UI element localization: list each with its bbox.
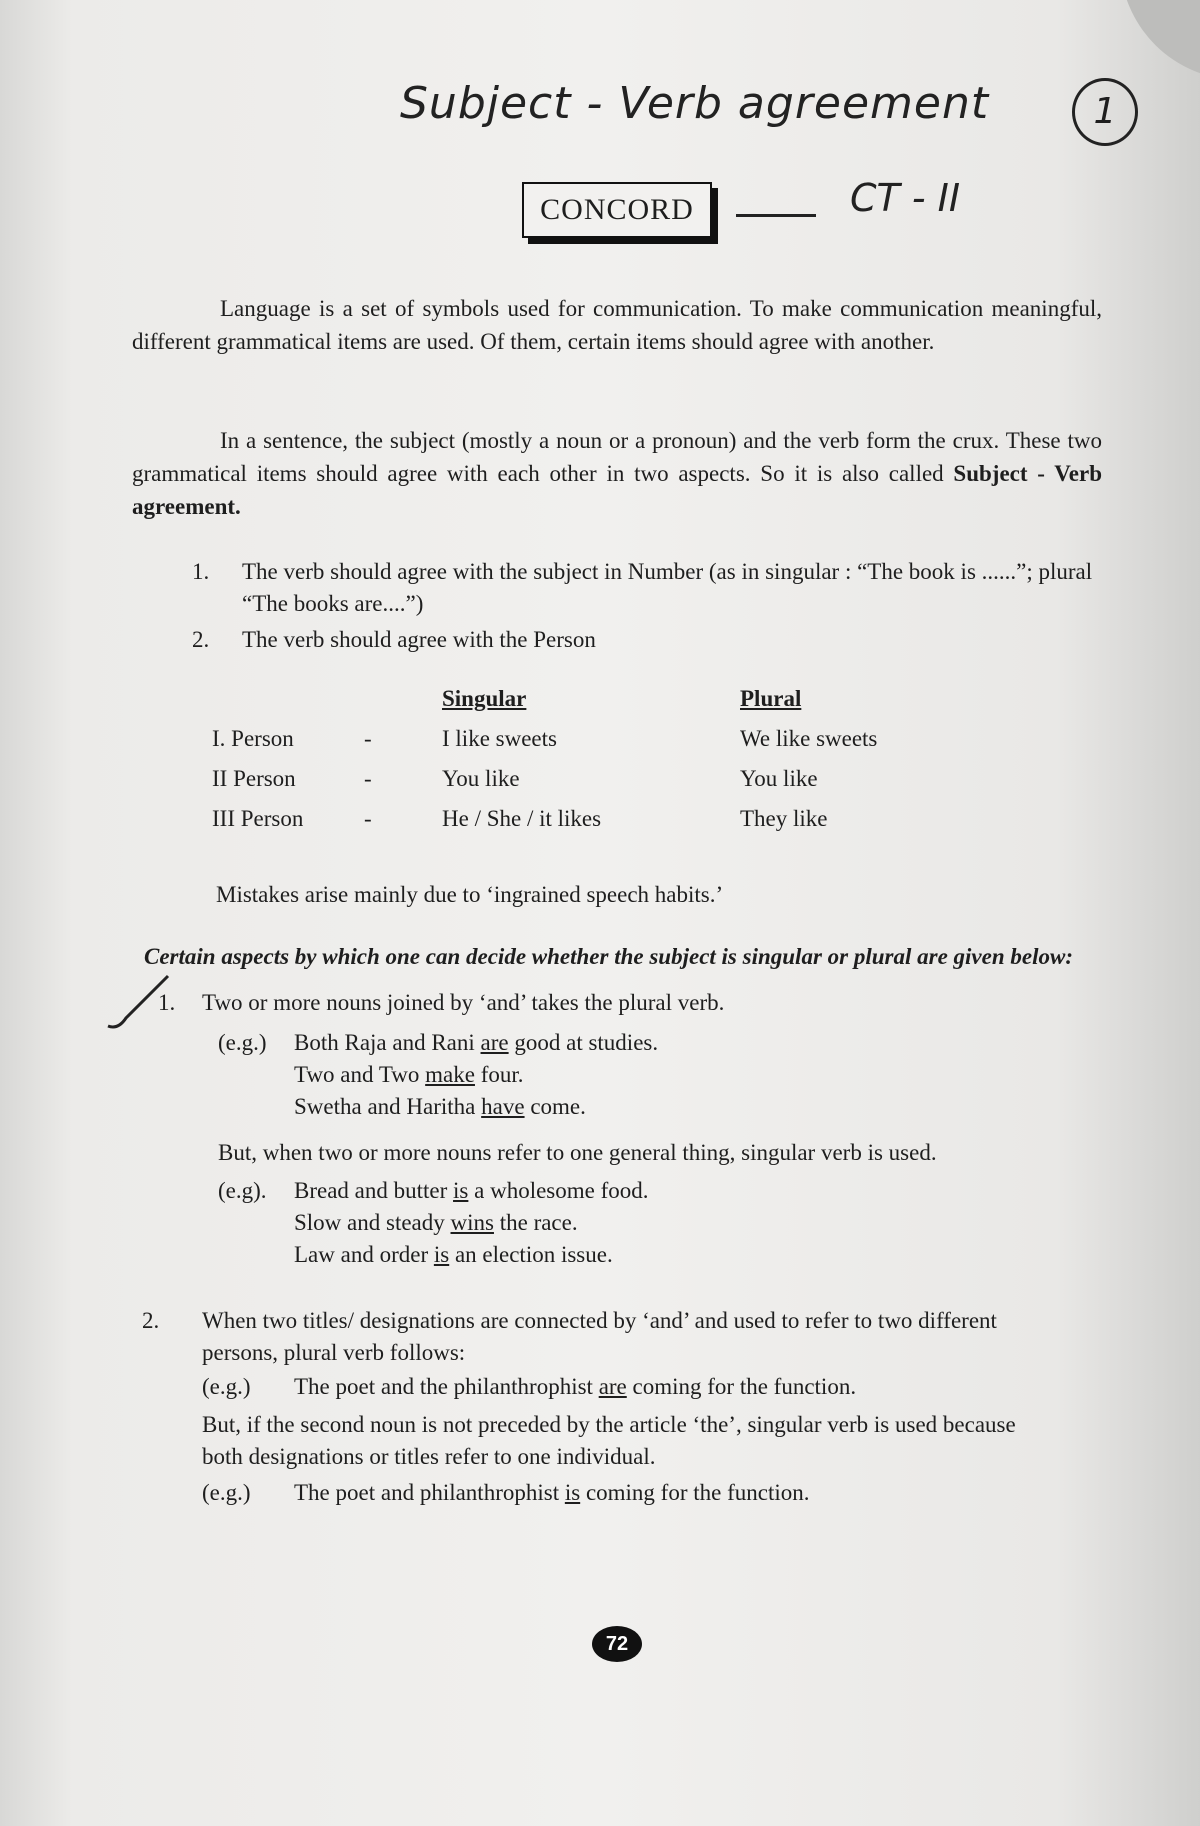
table-header-plural: Plural [740, 686, 802, 711]
table-cell-dash: - [364, 726, 372, 751]
example-line [294, 1178, 649, 1204]
example-text: good at studies. [508, 1030, 659, 1055]
bold-phrase: Subject - Verb agreement. [132, 461, 1102, 519]
handwritten-title: Subject - Verb agreement [400, 78, 990, 129]
table-cell-singular: You like [442, 766, 520, 791]
example-verb: have [481, 1094, 525, 1119]
table-cell-plural: We like sweets [740, 726, 878, 751]
eg-label: (e.g.) [218, 1030, 267, 1055]
example-text: Both Raja and Rani [294, 1030, 481, 1055]
paragraph-crux [132, 424, 1102, 523]
paragraph-intro: Language is a set of symbols used for communication. To make communication meaningful, different grammatical items are used. Of them, certain items should agree with another. [132, 296, 1102, 354]
example-text: Swetha and Haritha [294, 1094, 482, 1119]
table-cell-dash: - [364, 806, 372, 831]
table-header-singular: Singular [442, 686, 527, 711]
agreement-rules-list [192, 556, 1102, 656]
eg-label: (e.g). [218, 1178, 267, 1203]
example-line [294, 1242, 613, 1268]
table-cell-dash: - [364, 766, 372, 791]
example-line [294, 1094, 586, 1120]
rule-number: 1. [192, 559, 210, 584]
table-cell-plural: You like [740, 766, 818, 791]
eg-label: (e.g.) [202, 1480, 251, 1505]
example-text: come. [524, 1094, 586, 1119]
example-line [294, 1062, 524, 1088]
page-number-badge: 72 [592, 1626, 642, 1662]
eg-label: (e.g.) [202, 1374, 251, 1399]
but-line: But, when two or more nouns refer to one general thing, singular verb is used. [218, 1140, 937, 1165]
example-line [294, 1374, 856, 1400]
example-text: Bread and butter [294, 1178, 454, 1203]
example-line [294, 1030, 658, 1056]
example-text: an election issue. [449, 1242, 613, 1267]
table-cell-plural: They like [740, 806, 828, 831]
example-text: Slow and steady [294, 1210, 451, 1235]
but-line: both designations or titles refer to one individual. [202, 1444, 656, 1469]
example-verb: are [598, 1374, 627, 1399]
mistakes-line: Mistakes arise mainly due to ‘ingrained speech habits.’ [216, 882, 724, 907]
example-verb: is [433, 1242, 450, 1267]
paragraph-crux-text: In a sentence, the subject (mostly a noun or a pronoun) and the verb form the crux. These two grammatical items should agree with each other in two aspects. So it is also called [132, 428, 1102, 486]
rule-number: 2. [192, 627, 210, 652]
table-cell-person: I. Person [212, 726, 294, 751]
aspects-heading: Certain aspects by which one can decide whether the subject is singular or plural are given below: [144, 944, 1073, 969]
example-verb: wins [450, 1210, 494, 1235]
example-text: Law and order [294, 1242, 434, 1267]
table-cell-person: III Person [212, 806, 304, 831]
section2-rule: When two titles/ designations are connected by ‘and’ and used to refer to two different [202, 1308, 997, 1333]
example-verb: make [425, 1062, 475, 1087]
example-text: the race. [493, 1210, 578, 1235]
example-text: a wholesome food. [468, 1178, 649, 1203]
table-cell-person: II Person [212, 766, 296, 791]
section2-number: 2. [142, 1308, 160, 1333]
section1-rule: Two or more nouns joined by ‘and’ takes the plural verb. [202, 990, 725, 1015]
list-item [192, 556, 1102, 620]
example-line [294, 1480, 810, 1506]
example-verb: are [480, 1030, 509, 1055]
example-text: coming for the function. [626, 1374, 857, 1399]
example-text: The poet and the philanthrophist [294, 1374, 599, 1399]
table-cell-singular: I like sweets [442, 726, 557, 751]
example-verb: is [453, 1178, 469, 1203]
example-text: Two and Two [294, 1062, 426, 1087]
example-line [294, 1210, 578, 1236]
concord-heading-box: CONCORD [522, 182, 712, 238]
example-text: The poet and philanthrophist [294, 1480, 565, 1505]
rule-text: The verb should agree with the Person [242, 627, 596, 652]
section1-number: 1. [158, 990, 176, 1015]
handwritten-ct-label: CT - II [850, 176, 961, 220]
table-cell-singular: He / She / it likes [442, 806, 602, 831]
example-verb: is [564, 1480, 581, 1505]
handwritten-dash [736, 214, 816, 217]
example-text: four. [474, 1062, 524, 1087]
but-line: But, if the second noun is not preceded by the article ‘the’, singular verb is used because [202, 1412, 1016, 1437]
circled-page-number: 1 [1072, 78, 1138, 146]
list-item [192, 624, 1102, 656]
rule-text: The verb should agree with the subject in Number (as in singular : “The book is ......”; plural “The books are....”) [242, 559, 1093, 616]
example-text: coming for the function. [580, 1480, 810, 1505]
section2-rule: persons, plural verb follows: [202, 1340, 466, 1365]
page-corner-fold [1120, 0, 1200, 80]
